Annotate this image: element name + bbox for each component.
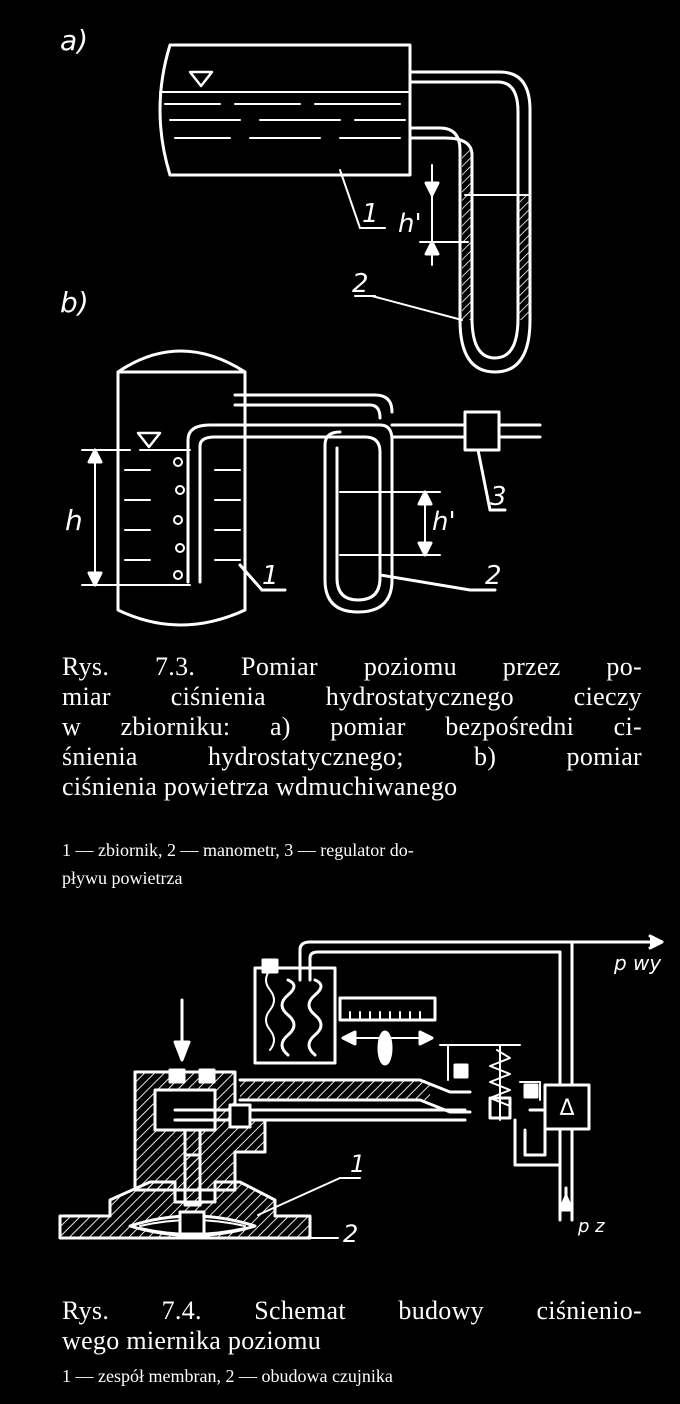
caption-line: Rys. 7.4. Schemat budowy ciśnienio- — [62, 1296, 642, 1325]
legend-line: 1 — zbiornik, 2 — manometr, 3 — regulator do- — [62, 840, 414, 860]
regulator-box — [465, 412, 499, 450]
label-b-height-prime: h' — [432, 507, 456, 537]
tank-a — [160, 45, 410, 175]
legend-line: pływu powietrza — [62, 868, 183, 888]
label-a-manometer: 2 — [352, 269, 369, 299]
label-a-tank: 1 — [362, 199, 379, 229]
label-b-height: h — [65, 504, 83, 537]
figure-7-3-caption — [62, 652, 642, 802]
panel-a-label: a) — [60, 24, 89, 57]
tank-b — [118, 351, 245, 625]
figure-7-4-diagram — [0, 920, 680, 1260]
panel-b-label: b) — [60, 286, 89, 319]
figure-7-3-diagram — [0, 0, 680, 640]
label-a-height: h' — [398, 209, 422, 239]
label-membranes: 1 — [350, 1150, 366, 1178]
figure-7-4-legend — [62, 1362, 393, 1390]
label-b-regulator: 3 — [490, 482, 507, 512]
caption-line: śnienia hydrostatycznego; b) pomiar — [62, 742, 642, 771]
caption-line: miar ciśnienia hydrostatycznego cieczy — [62, 682, 642, 711]
label-b-manometer: 2 — [485, 561, 502, 591]
label-b-tank: 1 — [262, 561, 279, 591]
caption-line: wego miernika poziomu — [62, 1326, 322, 1355]
figure-7-4-caption — [62, 1296, 642, 1356]
caption-line: ciśnienia powietrza wdmuchiwanego — [62, 772, 458, 801]
caption-line: w zbiorniku: a) pomiar bezpośredni ci- — [62, 712, 642, 741]
label-p-out: p wy — [614, 951, 662, 975]
label-p-in: p z — [578, 1216, 605, 1237]
figure-7-3-legend — [62, 836, 414, 892]
legend-line: 1 — zespół membran, 2 — obudowa czujnika — [62, 1366, 393, 1386]
label-housing: 2 — [343, 1220, 359, 1248]
relay-symbol: Δ — [559, 1096, 575, 1121]
caption-line: Rys. 7.3. Pomiar poziomu przez po- — [62, 652, 642, 681]
